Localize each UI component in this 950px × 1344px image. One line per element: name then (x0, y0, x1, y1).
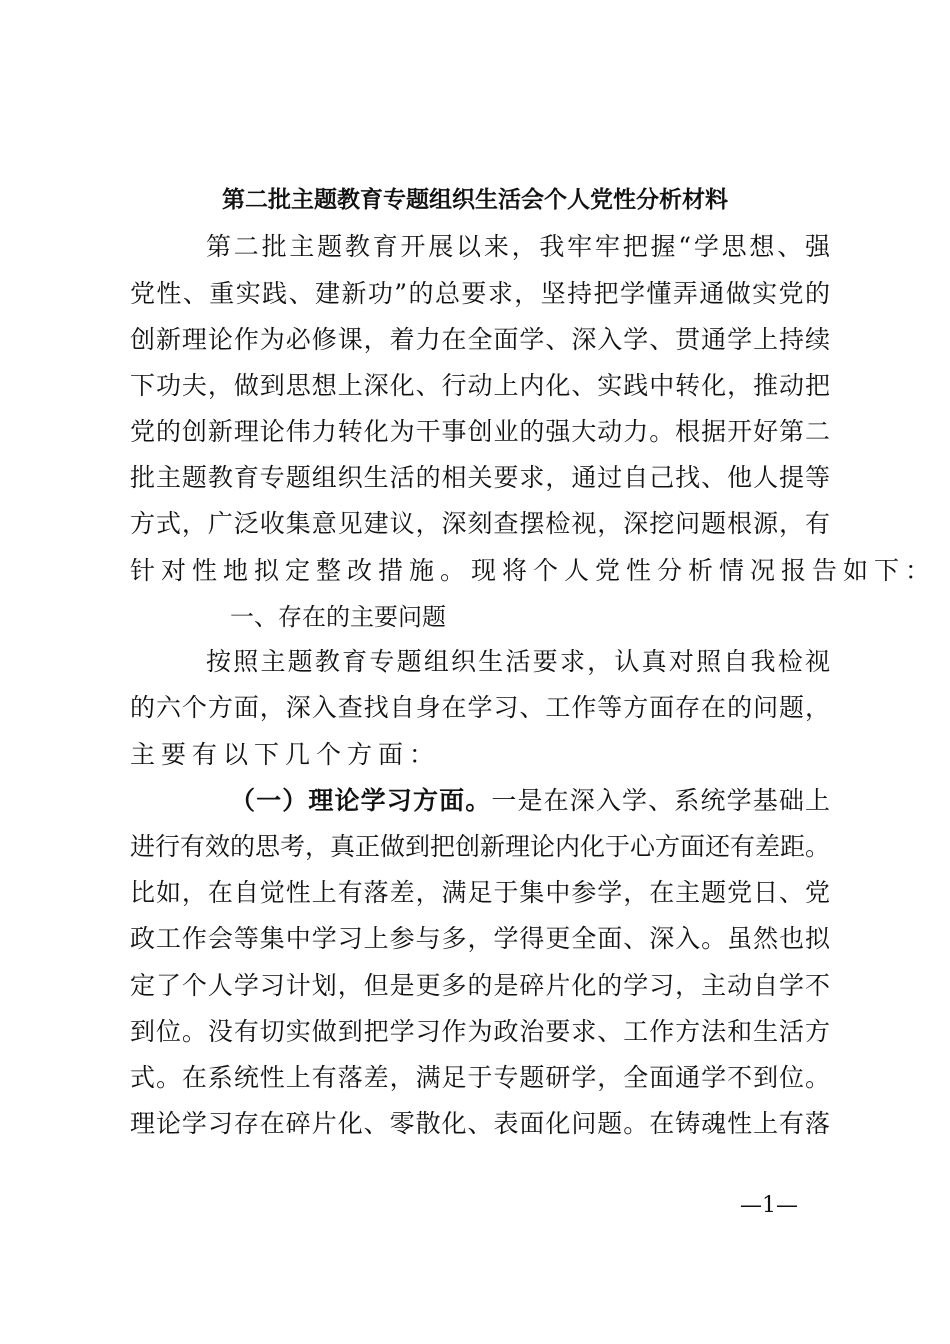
intro-line: 批主题教育专题组织生活的相关要求，通过自己找、他人提等 (130, 463, 830, 492)
intro-line: 针对性地拟定整改措施。现将个人党性分析情况报告如下： (130, 556, 937, 585)
intro-line: 创新理论作为必修课，着力在全面学、深入学、贯通学上持续 (130, 325, 830, 354)
subsection-line: 政工作会等集中学习上参与多，学得更全面、深入。虽然也拟 (130, 924, 830, 953)
subsection-line: 比如，在自觉性上有落差，满足于集中参学，在主题党日、党 (130, 878, 830, 907)
subsection-line: 进行有效的思考，真正做到把创新理论内化于心方面还有差距。 (130, 832, 831, 861)
intro-line: 下功夫，做到思想上深化、行动上内化、实践中转化，推动把 (130, 371, 830, 400)
document-title: 第二批主题教育专题组织生活会个人党性分析材料 (222, 186, 728, 213)
section-line: 按照主题教育专题组织生活要求，认真对照自我检视 (206, 647, 830, 676)
subsection-line: 定了个人学习计划，但是更多的是碎片化的学习，主动自学不 (130, 971, 830, 1000)
subsection-line: 到位。没有切实做到把学习作为政治要求、工作方法和生活方 (130, 1017, 830, 1046)
intro-line: 党性、重实践、建新功”的总要求，坚持把学懂弄通做实党的 (130, 279, 830, 308)
subsection-line: 式。在系统性上有落差，满足于专题研学，全面通学不到位。 (130, 1063, 830, 1092)
intro-line: 方式，广泛收集意见建议，深刻查摆检视，深挖问题根源，有 (130, 509, 830, 538)
subsection-text: 一是在深入学、系统学基础上 (491, 786, 830, 815)
subsection-line: 理论学习存在碎片化、零散化、表面化问题。在铸魂性上有落 (130, 1109, 830, 1138)
page-number: —1— (740, 1193, 798, 1218)
subsection-first-line (230, 783, 830, 819)
section-heading: 一、存在的主要问题 (230, 603, 446, 631)
subsection-heading: （一）理论学习方面。 (230, 786, 492, 815)
section-line: 主要有以下几个方面： (130, 740, 441, 769)
intro-line: 党的创新理论伟力转化为干事创业的强大动力。根据开好第二 (130, 417, 830, 446)
section-line: 的六个方面，深入查找自身在学习、工作等方面存在的问题， (130, 693, 830, 722)
intro-line: 第二批主题教育开展以来，我牢牢把握“学思想、强 (206, 232, 830, 261)
